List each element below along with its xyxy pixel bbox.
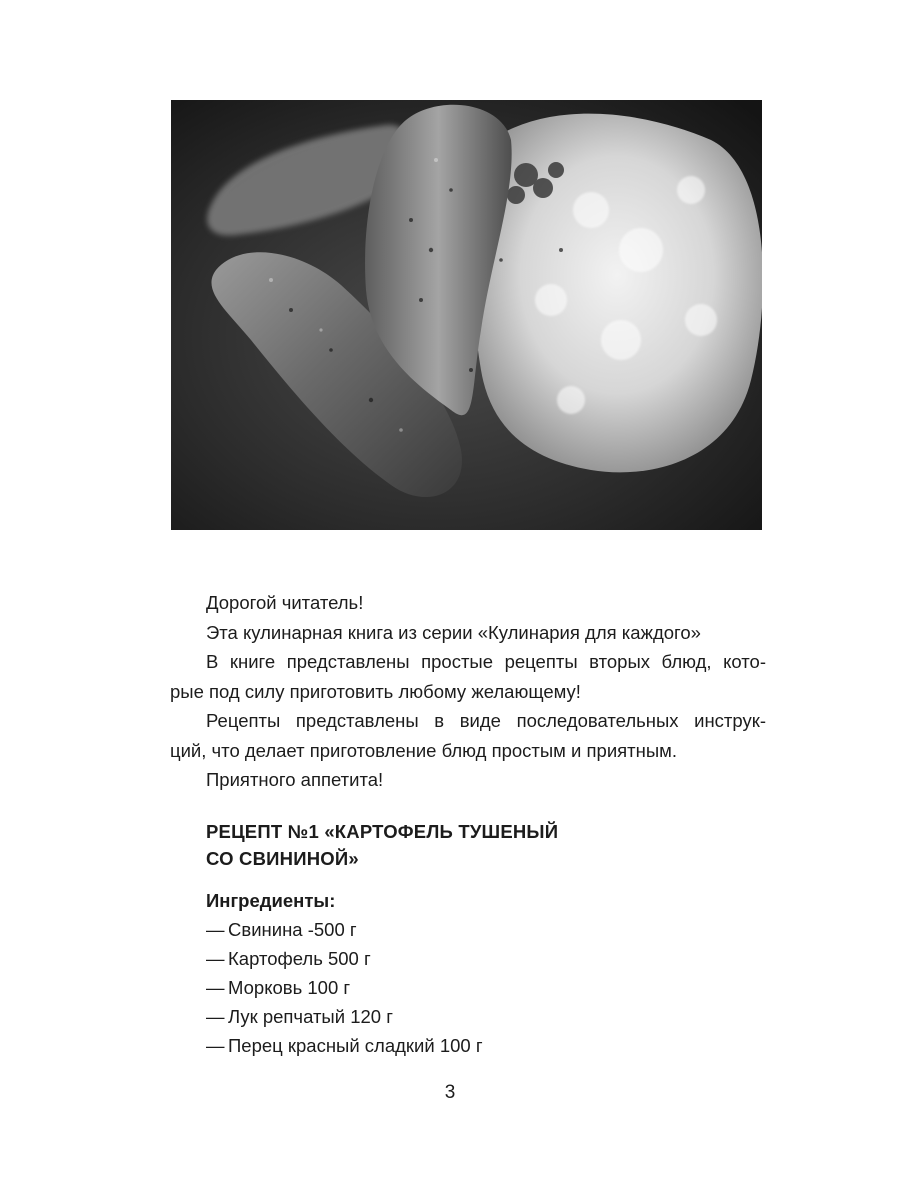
list-dash: — [206, 919, 225, 940]
paragraph-recipes-line-1: В книге представлены простые рецепты вторых блюд, кото- [206, 651, 766, 672]
ingredients-list [206, 915, 726, 1060]
ingredient-item [206, 1031, 726, 1060]
list-dash: — [206, 1035, 225, 1056]
series-line: Эта кулинарная книга из серии «Кулинария для каждого» [206, 621, 701, 643]
recipe-title [206, 818, 726, 872]
sausages-photo-illustration [171, 100, 762, 530]
greeting-line: Дорогой читатель! [206, 592, 364, 613]
recipe-title-line-2: СО СВИНИНОЙ» [206, 848, 359, 869]
bon-appetit-line: Приятного аппетита! [206, 769, 384, 790]
ingredient-text: Свинина -500 г [228, 919, 357, 940]
ingredient-text: Перец красный сладкий 100 г [228, 1035, 483, 1056]
ingredients-section [206, 886, 726, 1060]
ingredient-text: Лук репчатый 120 г [228, 1006, 393, 1027]
paragraph-recipes-line-2: рые под силу приготовить любому желающему! [170, 680, 581, 702]
recipe-title-line-1: РЕЦЕПТ №1 «КАРТОФЕЛЬ ТУШЕНЫЙ [206, 821, 559, 842]
ingredient-item [206, 944, 726, 973]
ingredients-heading: Ингредиенты: [206, 890, 336, 911]
list-dash: — [206, 977, 225, 998]
list-dash: — [206, 1006, 225, 1027]
ingredient-text: Морковь 100 г [228, 977, 351, 998]
food-photo [171, 100, 762, 530]
paragraph-instructions-line-1: Рецепты представлены в виде последовательных инструк- [206, 710, 766, 731]
ingredient-item [206, 973, 726, 1002]
introduction-text [170, 588, 766, 795]
list-dash: — [206, 948, 225, 969]
ingredient-item [206, 915, 726, 944]
page-number: 3 [444, 1082, 456, 1103]
ingredient-text: Картофель 500 г [228, 948, 371, 969]
paragraph-instructions-line-2: ций, что делает приготовление блюд простым и приятным. [170, 739, 678, 761]
ingredient-item [206, 1002, 726, 1031]
